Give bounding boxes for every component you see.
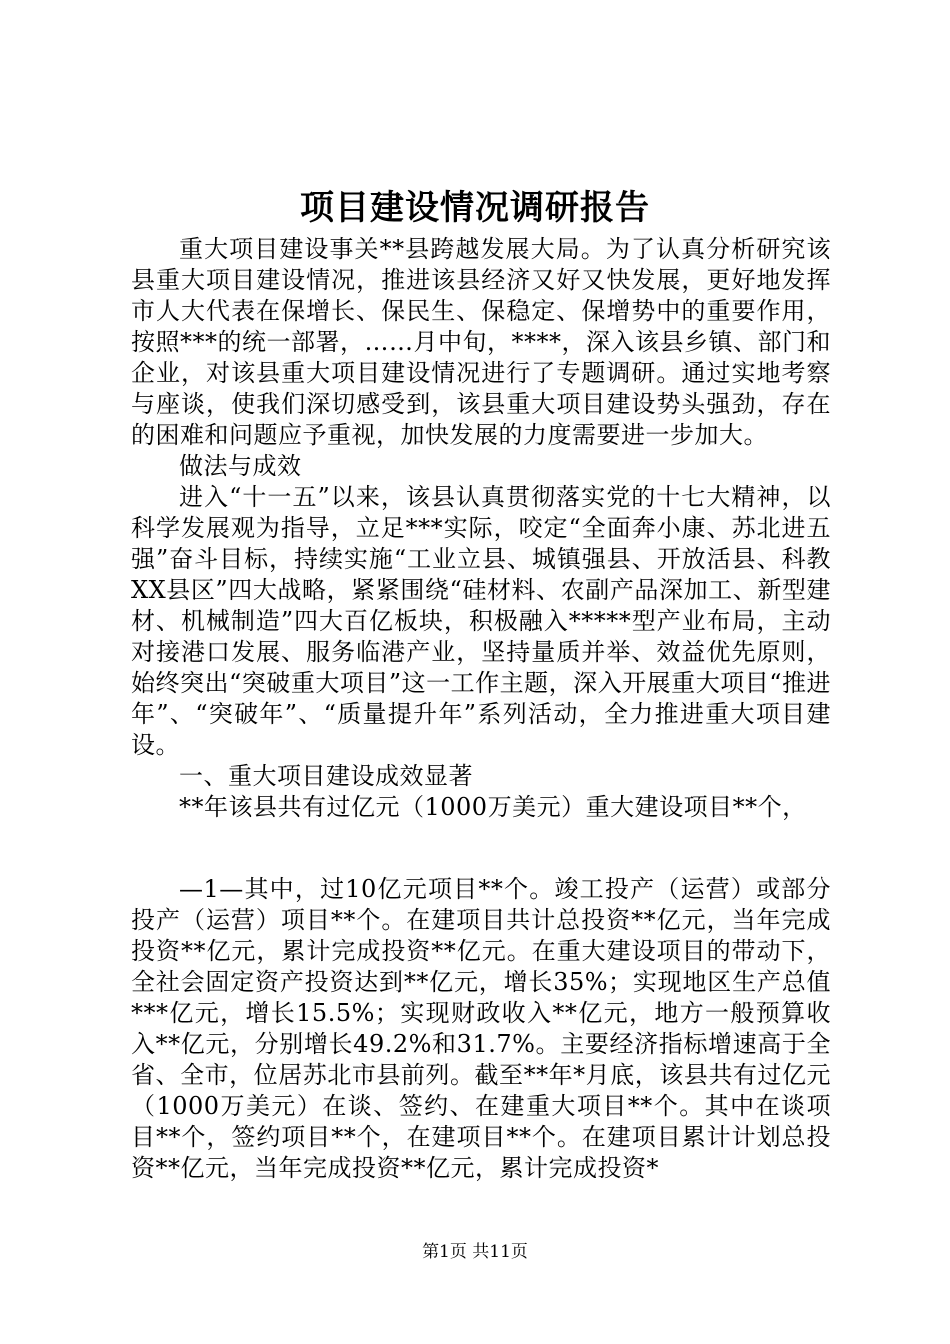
document-body-continued — [131, 874, 831, 1184]
intro-paragraph: 重大项目建设事关**县跨越发展大局。为了认真分析研究该县重大项目建设情况，推进该县经济又好又快发展，更好地发挥市人大代表在保增长、保民生、保稳定、保增势中的重要作用，按照***的统一部署，……月中旬，****，深入该县乡镇、部门和企业，对该县重大项目建设情况进行了专题调研。通过实地考察与座谈，使我们深切感受到，该县重大项目建设势头强劲，存在的困难和问题应予重视，加快发展的力度需要进一步加大。 — [131, 235, 831, 449]
section-heading-methods: 做法与成效 — [179, 452, 302, 480]
section-heading-results: 一、重大项目建设成效显著 — [179, 762, 473, 790]
document-title: 项目建设情况调研报告 — [300, 188, 650, 228]
page-footer: 第1页 共11页 — [422, 1242, 528, 1262]
document-body — [131, 234, 831, 823]
results-paragraph-continued: —1—其中，过10亿元项目**个。竣工投产（运营）或部分投产（运营）项目**个。在建项目共计总投资**亿元，当年完成投资**亿元，累计完成投资**亿元。在重大建设项目的带动下，全社会固定资产投资达到**亿元，增长35%；实现地区生产总值***亿元，增长15.5%；实现财政收入**亿元，地方一般预算收入**亿元，分别增长49.2%和31.7%。主要经济指标增速高于全省、全市，位居苏北市县前列。截至**年*月底，该县共有过亿元（1000万美元）在谈、签约、在建重大项目**个。其中在谈项目**个，签约项目**个，在建项目**个。在建项目累计计划总投资**亿元，当年完成投资**亿元，累计完成投资* — [131, 875, 831, 1182]
results-paragraph-start: **年该县共有过亿元（1000万美元）重大建设项目**个， — [179, 793, 807, 821]
methods-paragraph: 进入“十一五”以来，该县认真贯彻落实党的十七大精神，以科学发展观为指导，立足***实际，咬定“全面奔小康、苏北进五强”奋斗目标，持续实施“工业立县、城镇强县、开放活县、科教XX县区”四大战略，紧紧围绕“硅材料、农副产品深加工、新型建材、机械制造”四大百亿板块，积极融入*****型产业布局，主动对接港口发展、服务临港产业，坚持量质并举、效益优先原则，始终突出“突破重大项目”这一工作主题，深入开展重大项目“推进年”、“突破年”、“质量提升年”系列活动，全力推进重大项目建设。 — [131, 483, 831, 759]
